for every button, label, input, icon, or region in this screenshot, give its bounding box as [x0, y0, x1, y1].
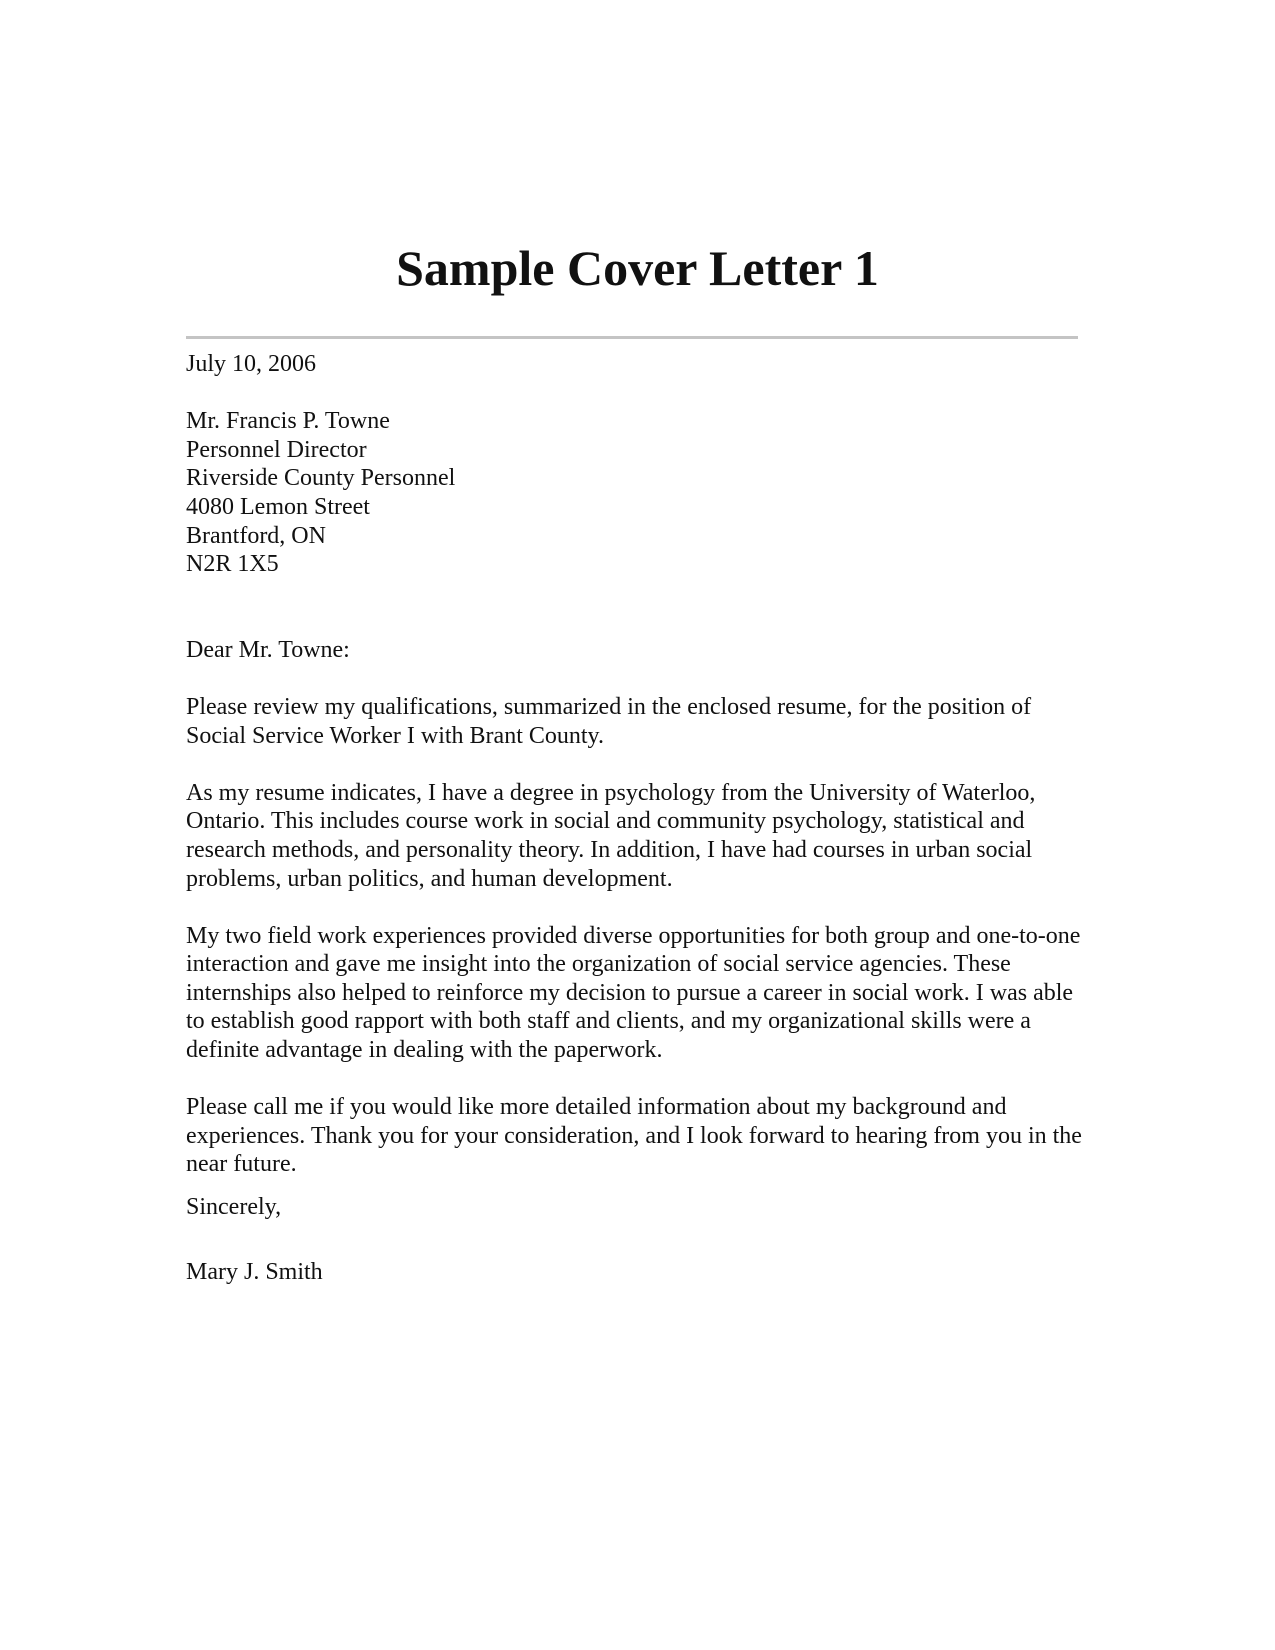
recipient-position: Personnel Director	[186, 436, 367, 463]
recipient-postal-code: N2R 1X5	[186, 551, 279, 578]
letter-title: Sample Cover Letter 1	[396, 240, 879, 296]
body-paragraph: Please call me if you would like more detailed information about my background and experiences. Thank you for your consideration, and I look forward to hearing from you in the near future.	[186, 1094, 1082, 1178]
body-paragraph: My two field work experiences provided diverse opportunities for both group and one-to-one interaction and gave me insight into the organization of social service agencies. These internships also helped to reinforce my decision to pursue a career in social work. I was able to establish good rapport with both staff and clients, and my organizational skills were a definite advantage in dealing with the paperwork.	[186, 922, 1081, 1064]
recipient-address	[186, 407, 1091, 579]
signature-name: Mary J. Smith	[186, 1258, 323, 1285]
closing: Sincerely,	[186, 1194, 282, 1221]
title-divider	[186, 336, 1078, 339]
body-paragraph: As my resume indicates, I have a degree in psychology from the University of Waterloo, Ontario. This includes course work in social and community psychology, statistical and research methods, and personality theory. In addition, I have had courses in urban social problems, urban politics, and human development.	[186, 779, 1036, 892]
recipient-organization: Riverside County Personnel	[186, 465, 456, 492]
recipient-name: Mr. Francis P. Towne	[186, 408, 390, 435]
recipient-city: Brantford, ON	[186, 522, 326, 549]
body-paragraph: Please review my qualifications, summarized in the enclosed resume, for the position of Social Service Worker I with Brant County.	[186, 693, 1032, 749]
recipient-street: 4080 Lemon Street	[186, 493, 370, 520]
letter-date: July 10, 2006	[186, 351, 317, 377]
letter-body	[186, 350, 1091, 1286]
salutation: Dear Mr. Towne:	[186, 636, 350, 663]
